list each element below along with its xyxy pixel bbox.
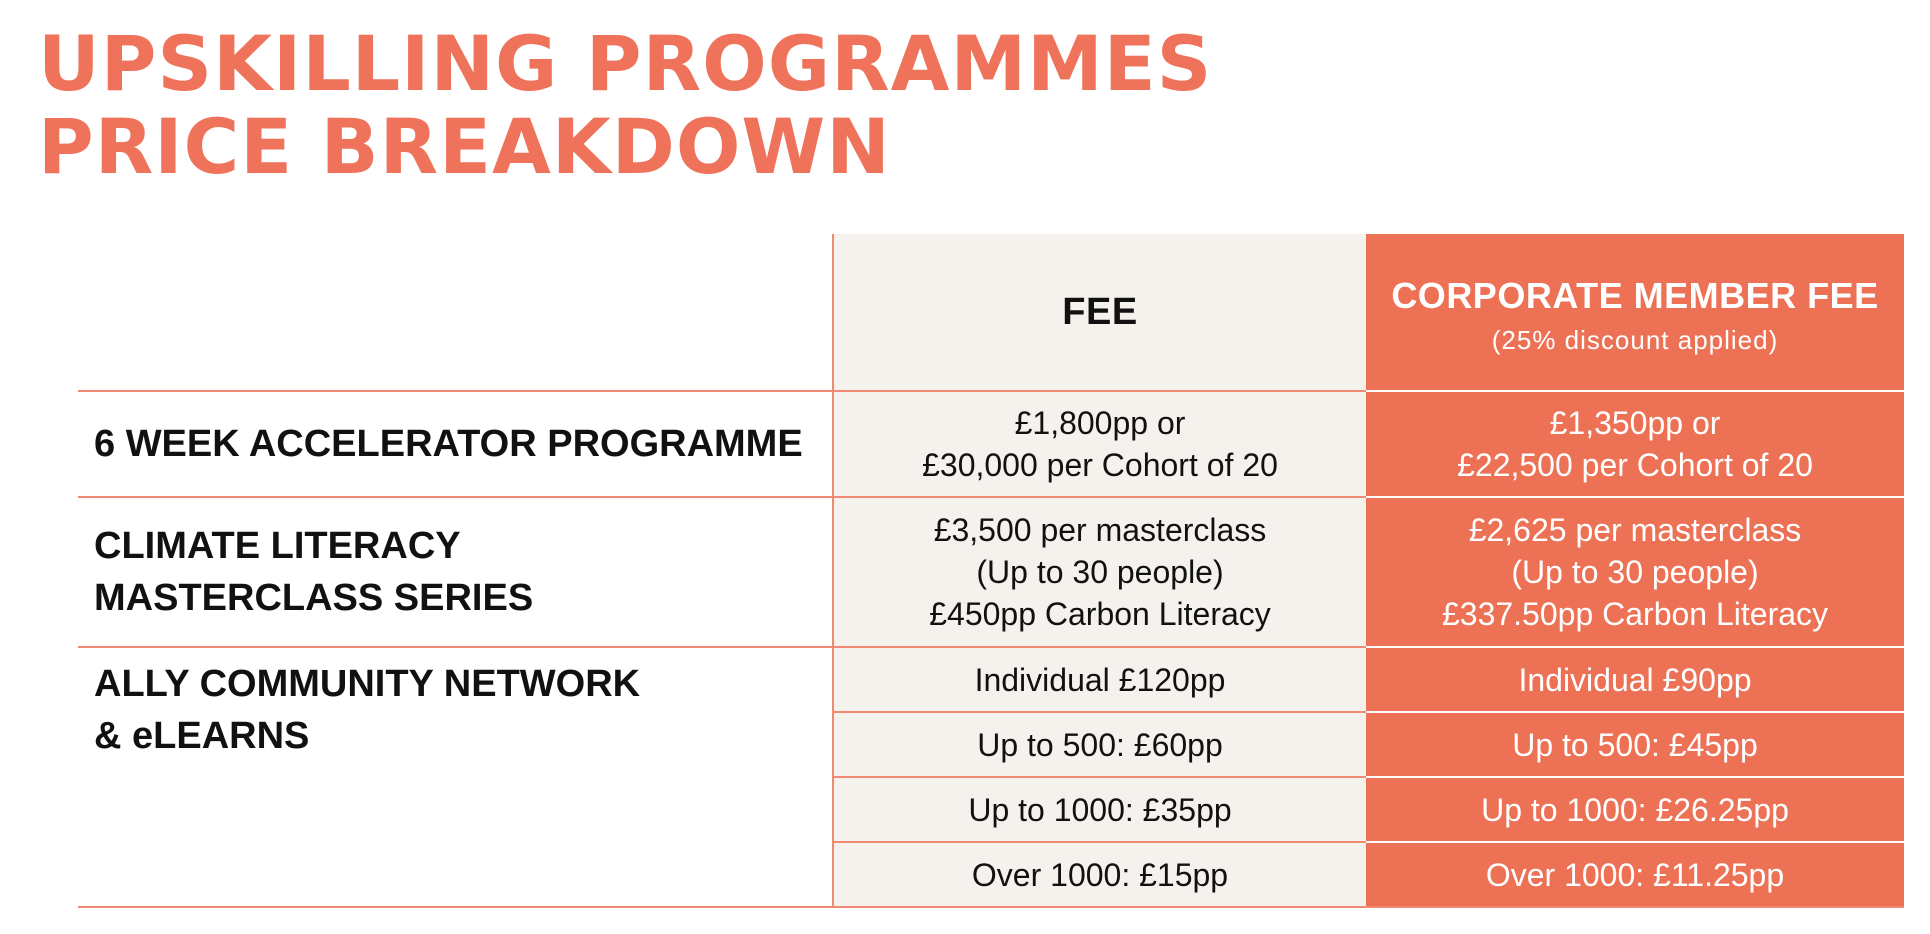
fee-line: (Up to 30 people)	[976, 554, 1224, 590]
fee-cell-ally-over-1000	[832, 841, 1366, 906]
page-title-line-1: UPSKILLING PROGRAMMES	[38, 19, 1213, 108]
fee-line: £3,500 per masterclass	[933, 512, 1267, 548]
page-title	[38, 19, 1213, 191]
programme-name-label: CLIMATE LITERACY MASTERCLASS SERIES	[94, 525, 534, 619]
fee-line: £450pp Carbon Literacy	[929, 596, 1271, 632]
fee-line: Individual £120pp	[974, 661, 1226, 698]
fee-line: £30,000 per Cohort of 20	[922, 447, 1278, 483]
fee-line: Up to 1000: £35pp	[968, 791, 1232, 828]
fee-cell-ally-individual	[832, 646, 1366, 711]
header-empty-cell	[78, 234, 832, 390]
corporate-fee-line: £337.50pp Carbon Literacy	[1441, 596, 1829, 632]
corporate-fee-cell-ally-1000	[1366, 776, 1904, 841]
programme-name-masterclass	[78, 496, 832, 646]
fee-line: Up to 500: £60pp	[977, 726, 1223, 763]
fee-column-header	[832, 234, 1366, 390]
corporate-fee-line: Individual £90pp	[1518, 661, 1752, 698]
corporate-fee-cell-ally-500	[1366, 711, 1904, 776]
table-bottom-rule	[78, 906, 1904, 908]
corporate-fee-cell-accelerator	[1366, 390, 1904, 496]
programme-name-accelerator	[78, 390, 832, 496]
corporate-fee-line: Up to 500: £45pp	[1512, 726, 1758, 763]
fee-line: £1,800pp or	[1014, 405, 1186, 441]
price-table	[78, 234, 1904, 906]
corporate-fee-line: £22,500 per Cohort of 20	[1457, 447, 1813, 483]
corporate-fee-column-header	[1366, 234, 1904, 390]
corporate-fee-line: £2,625 per masterclass	[1468, 512, 1802, 548]
fee-cell-masterclass	[832, 496, 1366, 646]
programme-name-ally-network	[78, 646, 832, 906]
programme-name-label: 6 WEEK ACCELERATOR PROGRAMME	[94, 423, 803, 465]
fee-header-label: FEE	[1062, 290, 1138, 333]
corporate-header-note: (25% discount applied)	[1491, 324, 1779, 355]
fee-cell-ally-1000	[832, 776, 1366, 841]
corporate-fee-line: (Up to 30 people)	[1511, 554, 1759, 590]
programme-name-label: ALLY COMMUNITY NETWORK & eLEARNS	[94, 663, 641, 757]
corporate-fee-line: £1,350pp or	[1549, 405, 1721, 441]
corporate-fee-line: Up to 1000: £26.25pp	[1481, 791, 1789, 828]
corporate-fee-cell-ally-individual	[1366, 646, 1904, 711]
fee-line: Over 1000: £15pp	[971, 856, 1229, 893]
fee-cell-accelerator	[832, 390, 1366, 496]
fee-cell-ally-500	[832, 711, 1366, 776]
corporate-fee-cell-masterclass	[1366, 496, 1904, 646]
corporate-fee-cell-ally-over-1000	[1366, 841, 1904, 906]
corporate-header-label: CORPORATE MEMBER FEE	[1391, 274, 1879, 316]
corporate-fee-line: Over 1000: £11.25pp	[1485, 856, 1785, 893]
page-title-line-2: PRICE BREAKDOWN	[38, 102, 891, 191]
